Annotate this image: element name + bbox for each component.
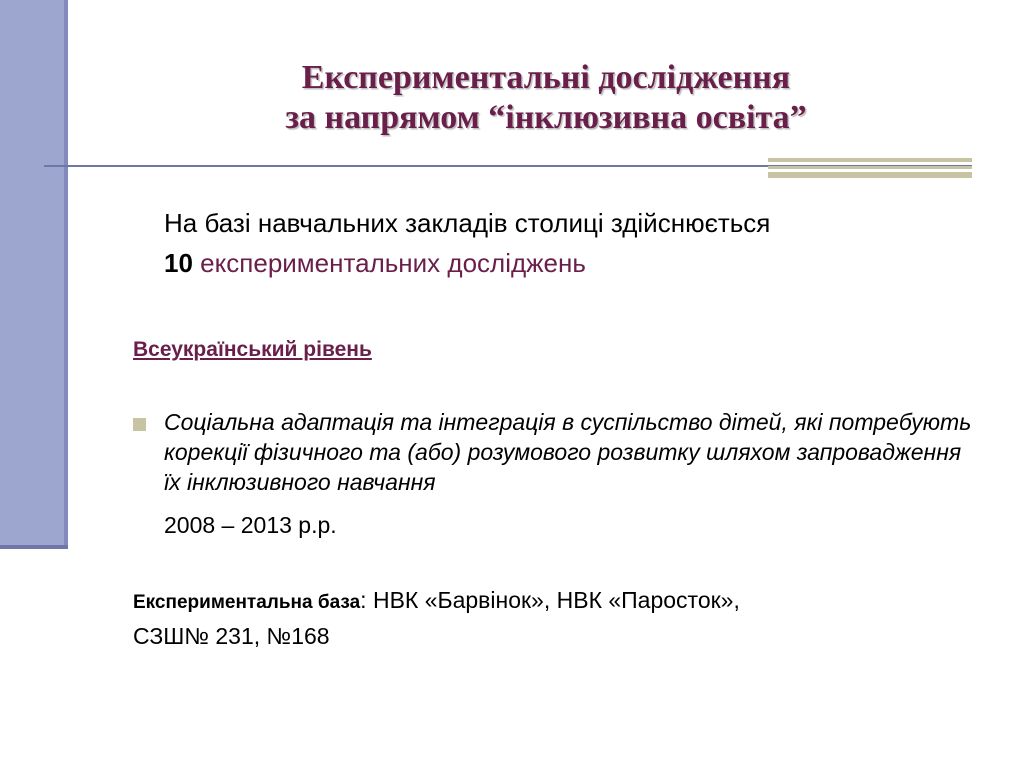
experimental-base-line — [133, 584, 983, 619]
intro-tail: експериментальних досліджень — [200, 248, 586, 278]
slide-title-line2: за напрямом “інклюзивна освіта” — [285, 99, 807, 136]
bullet-marker — [133, 418, 146, 431]
bullet-text: Соціальна адаптація та інтеграція в суспільство дітей, які потребують корекції фізичного та (або) розумового розвитку шляхом запровадження їх інклюзивного навчання — [164, 409, 972, 495]
intro-number: 10 — [164, 248, 193, 278]
experimental-base-value-line2: СЗШ№ 231, №168 — [133, 623, 330, 649]
experimental-base-label: Експериментальна база — [133, 592, 361, 613]
left-decorative-bar — [0, 0, 66, 548]
years-range: 2008 – 2013 р.р. — [164, 512, 337, 538]
title-divider-accent — [768, 158, 972, 178]
experimental-base-colon: : — [360, 587, 367, 613]
intro-text: На базі навчальних закладів столиці здійснюється — [164, 208, 771, 238]
left-bar-shadow — [0, 545, 68, 549]
slide-title — [68, 58, 1024, 138]
slide-title-line1: Експериментальні дослідження — [301, 59, 791, 96]
level-heading: Всеукраїнський рівень — [133, 338, 372, 361]
experimental-base-value-line1: НВК «Барвінок», НВК «Паросток», — [372, 587, 740, 613]
intro-paragraph — [164, 203, 984, 283]
